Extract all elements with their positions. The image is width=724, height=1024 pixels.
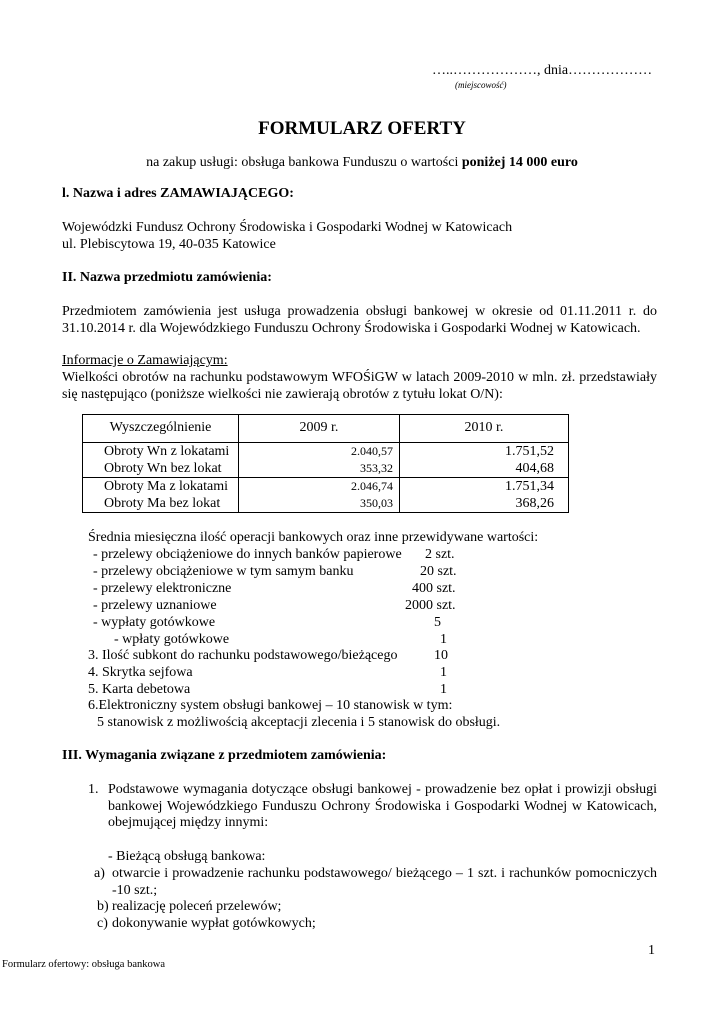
value-2010: 1.751,34 [505,479,554,494]
value-2009: 2.046,74 [351,479,393,493]
item6-line2: 5 stanowisk z możliwością akceptacji zlecenia i 5 stanowisk do obsługi. [97,715,501,730]
ops-label: - przelewy uznaniowe [93,598,217,613]
section1-line-2: ul. Plebiscytowa 19, 40-035 Katowice [62,237,276,252]
place-date-line: …..………………, dnia……………… [432,63,653,78]
section1-heading: l. Nazwa i adres ZAMAWIAJĄCEGO: [62,186,294,201]
ops-value: 400 szt. [412,581,456,596]
ops-label: 5. Karta debetowa [88,682,191,697]
sub-b-text: realizację poleceń przelewów; [112,899,282,914]
ops-value: 2 szt. [425,547,455,562]
value-2010: 1.751,52 [505,444,554,459]
value-2009: 350,03 [360,496,393,510]
section2-paragraph: Przedmiotem zamówienia jest usługa prowadzenia obsługi bankowej w okresie od 01.11.2011 r. do 31.10.2014 r. dla Wojewódzkiego Funduszu Ochrony Środowiska i Gospodarki Wodnej w Katowicach. [62,304,657,336]
row-label: Obroty Wn z lokatami [104,444,230,459]
ops-intro: Średnia miesięczna ilość operacji bankowych oraz inne przewidywane wartości: [88,530,539,545]
place-caption: (miejscowość) [455,80,507,90]
req1-text: Podstawowe wymagania dotyczące obsługi bankowej - prowadzenie bez opłat i prowizji obsługi bankowej Wojewódzkiego Funduszu Ochrony Środowiska i Gospodarki Wodnej w Katowicach, obejmującej między innymi: [108,782,657,830]
subtitle-prefix: na zakup usługi: obsługa bankowa Funduszu o wartości [146,155,462,170]
table-header-cell: 2010 r. [400,415,569,443]
req1-number: 1. [88,782,99,797]
ops-value: 1 [440,682,447,697]
table-header-row [83,415,569,443]
row-label: Obroty Wn bez lokat [104,461,222,476]
sub-a-label: a) [94,866,105,881]
info-link: Informacje o Zamawiającym: [62,353,228,368]
table-header-cell: Wyszczególnienie [83,415,239,443]
value-2010: 368,26 [515,496,554,511]
page-number: 1 [648,943,655,958]
ops-value: 10 [434,648,448,663]
ops-label: - wpłaty gotówkowe [114,632,230,647]
ops-value: 20 szt. [420,564,457,579]
turnover-table [82,414,569,513]
sub-c-text: dokonywanie wypłat gotówkowych; [112,916,316,931]
section2-heading: II. Nazwa przedmiotu zamówienia: [62,270,272,285]
sub-a-text: otwarcie i prowadzenie rachunku podstawowego/ bieżącego – 1 szt. i rachunków pomocniczych -10 szt.; [112,866,657,898]
ops-label: - wypłaty gotówkowe [93,615,216,630]
ops-label: - przelewy obciążeniowe w tym samym banku [93,564,354,579]
subtitle-bold: poniżej 14 000 euro [461,155,578,170]
table-row [83,443,569,478]
ops-value: 1 [440,632,447,647]
table-row [83,478,569,513]
ops-value: 1 [440,665,447,680]
footer-label: Formularz ofertowy: obsługa bankowa [2,959,166,970]
row-label: Obroty Ma bez lokat [104,496,221,511]
table-header-cell: 2009 r. [239,415,400,443]
value-2009: 353,32 [360,461,393,475]
ops-label: - przelewy obciążeniowe do innych banków papierowe [93,547,402,562]
sub-c-label: c) [97,916,108,931]
item6-line1: 6.Elektroniczny system obsługi bankowej – 10 stanowisk w tym: [88,698,453,713]
row-label: Obroty Ma z lokatami [104,479,229,494]
section1-line-1: Wojewódzki Fundusz Ochrony Środowiska i Gospodarki Wodnej w Katowicach [62,220,513,235]
ops-value: 5 [434,615,441,630]
value-2010: 404,68 [515,461,554,476]
info-paragraph: Wielkości obrotów na rachunku podstawowym WFOŚiGW w latach 2009-2010 w mln. zł. przedstawiały się następująco (poniższe wielkości nie zawierają obrotów z tytułu lokat O/N): [62,370,657,402]
page-title: FORMULARZ OFERTY [258,118,466,139]
sub-b-label: b) [97,899,109,914]
current-service: - Bieżącą obsługą bankowa: [108,849,266,864]
value-2009: 2.040,57 [351,444,393,458]
ops-label: 4. Skrytka sejfowa [88,665,193,680]
section3-heading: III. Wymagania związane z przedmiotem zamówienia: [62,748,387,763]
ops-value: 2000 szt. [405,598,456,613]
ops-label: 3. Ilość subkont do rachunku podstawowego/bieżącego [88,648,398,663]
ops-label: - przelewy elektroniczne [93,581,232,596]
page-subtitle [0,155,724,172]
